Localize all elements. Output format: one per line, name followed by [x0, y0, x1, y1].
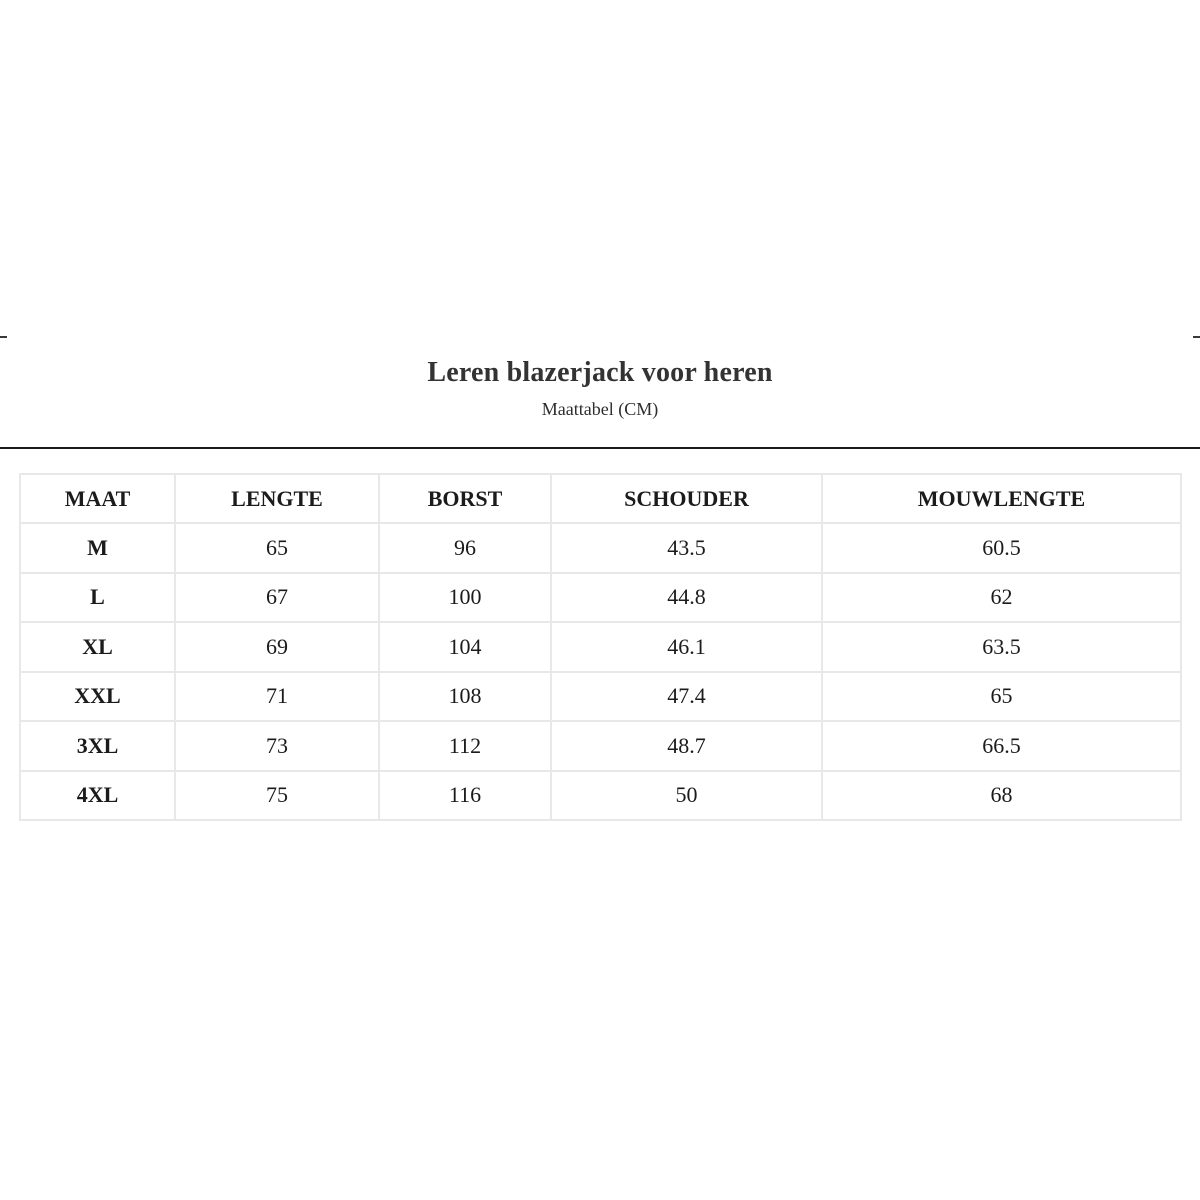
- table-cell-size: 3XL: [20, 721, 175, 771]
- table-cell-value: 100: [379, 573, 551, 623]
- table-cell-value: 73: [175, 721, 379, 771]
- table-cell-size: XL: [20, 622, 175, 672]
- edge-tick-right: [1193, 336, 1200, 338]
- table-cell-value: 63.5: [822, 622, 1181, 672]
- table-cell-size: L: [20, 573, 175, 623]
- table-cell-value: 104: [379, 622, 551, 672]
- table-row-3xl: [20, 721, 1181, 771]
- table-cell-value: 65: [175, 523, 379, 573]
- table-cell-size: 4XL: [20, 771, 175, 821]
- table-cell-value: 46.1: [551, 622, 822, 672]
- table-cell-value: 75: [175, 771, 379, 821]
- table-row-4xl: [20, 771, 1181, 821]
- page-subtitle: Maattabel (CM): [541, 399, 659, 419]
- table-cell-value: 43.5: [551, 523, 822, 573]
- table-cell-value: 44.8: [551, 573, 822, 623]
- table-cell-value: 108: [379, 672, 551, 722]
- size-chart-table: [19, 473, 1182, 821]
- edge-tick-left: [0, 336, 7, 338]
- table-cell-value: 112: [379, 721, 551, 771]
- table-cell-value: 71: [175, 672, 379, 722]
- table-row-xl: [20, 622, 1181, 672]
- table-cell-value: 60.5: [822, 523, 1181, 573]
- table-cell-value: 47.4: [551, 672, 822, 722]
- column-header-maat: MAAT: [20, 474, 175, 523]
- table-cell-value: 62: [822, 573, 1181, 623]
- table-cell-value: 66.5: [822, 721, 1181, 771]
- table-row-m: [20, 523, 1181, 573]
- table-cell-size: XXL: [20, 672, 175, 722]
- table-cell-value: 68: [822, 771, 1181, 821]
- size-chart-header-row: [20, 474, 1181, 523]
- column-header-schouder: SCHOUDER: [551, 474, 822, 523]
- table-cell-size: M: [20, 523, 175, 573]
- table-cell-value: 96: [379, 523, 551, 573]
- page-title: Leren blazerjack voor heren: [427, 357, 773, 388]
- column-header-lengte: LENGTE: [175, 474, 379, 523]
- divider-rule: [0, 447, 1200, 449]
- table-cell-value: 69: [175, 622, 379, 672]
- table-row-l: [20, 573, 1181, 623]
- column-header-mouwlengte: MOUWLENGTE: [822, 474, 1181, 523]
- table-cell-value: 116: [379, 771, 551, 821]
- table-cell-value: 67: [175, 573, 379, 623]
- column-header-borst: BORST: [379, 474, 551, 523]
- table-cell-value: 48.7: [551, 721, 822, 771]
- table-cell-value: 65: [822, 672, 1181, 722]
- table-cell-value: 50: [551, 771, 822, 821]
- table-row-xxl: [20, 672, 1181, 722]
